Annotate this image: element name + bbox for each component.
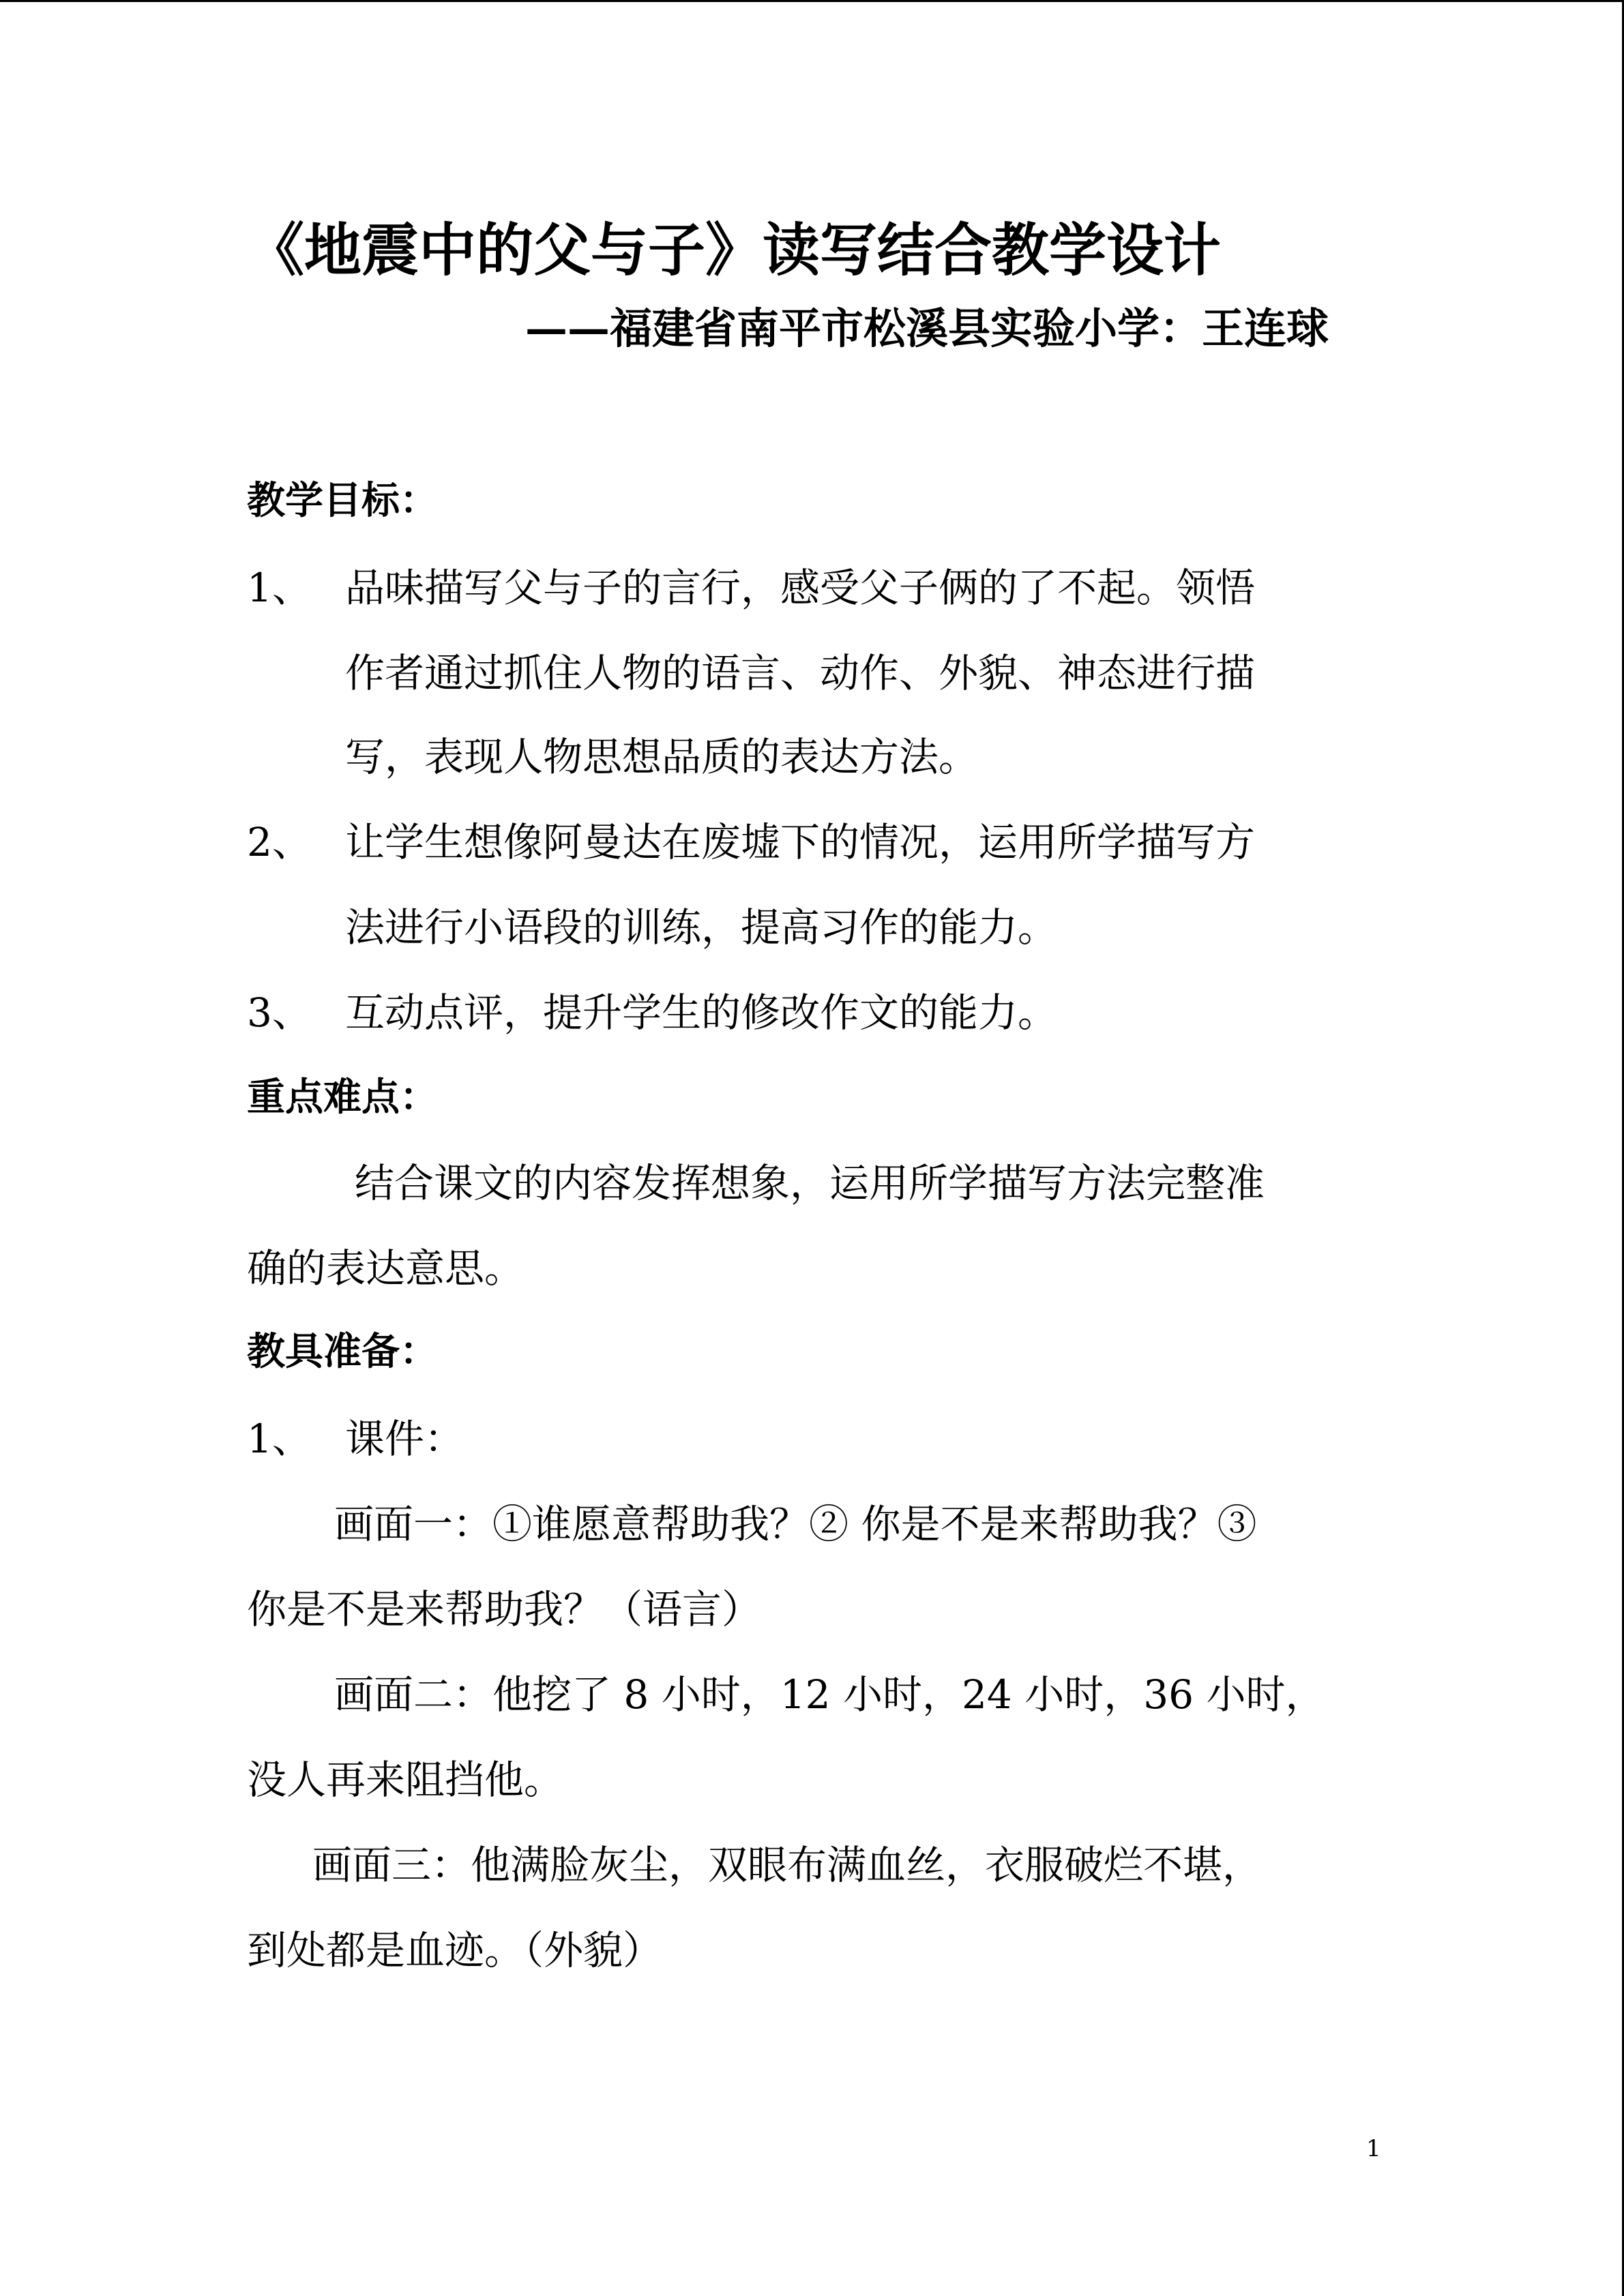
goal-3-line-1: 互动点评，提升学生的修改作文的能力。 [345,989,1058,1036]
page-border-top [0,0,1624,2]
goal-2-number: 2、 [247,819,312,865]
goal-2-line-1: 让学生想像阿曼达在废墟下的情况，运用所学描写方 [345,819,1256,865]
document-subtitle: ——福建省南平市松溪县实验小学：王连球 [525,303,1329,353]
key-points-line-1: 结合课文的内容发挥想象，运用所学描写方法完整准 [355,1160,1265,1206]
goal-1-line-1: 品味描写父与子的言行，感受父子俩的了不起。领悟 [345,565,1256,611]
goal-1-line-3: 写，表现人物思想品质的表达方法。 [345,734,979,780]
materials-item-number: 1、 [247,1416,312,1462]
scene-1-line-2: 你是不是来帮助我？（语言） [247,1586,762,1632]
key-points-heading: 重点难点： [247,1075,438,1120]
scene-2-line-1: 画面二：他挖了 8 小时，12 小时，24 小时，36 小时， [334,1671,1325,1718]
document-title: 《地震中的父与子》读写结合教学设计 [247,216,1222,284]
materials-item-label: 课件： [345,1416,464,1462]
scene-1-line-1: 画面一：①谁愿意帮助我？② 你是不是来帮助我？③ [334,1501,1257,1547]
goal-2-line-2: 法进行小语段的训练，提高习作的能力。 [345,904,1058,951]
goal-1-number: 1、 [247,565,312,611]
goal-1-line-2: 作者通过抓住人物的语言、动作、外貌、神态进行描 [345,650,1256,696]
goals-heading: 教学目标： [247,478,438,523]
scene-3-line-2: 到处都是血迹。（外貌） [247,1927,663,1973]
scene-2-line-2: 没人再来阻挡他。 [247,1757,564,1803]
key-points-line-2: 确的表达意思。 [247,1245,525,1292]
scene-3-line-1: 画面三：他满脸灰尘，双眼布满血丝，衣服破烂不堪， [312,1842,1263,1888]
goal-3-number: 3、 [247,989,312,1036]
page-number: 1 [1366,2135,1381,2162]
materials-heading: 教具准备： [247,1329,438,1374]
